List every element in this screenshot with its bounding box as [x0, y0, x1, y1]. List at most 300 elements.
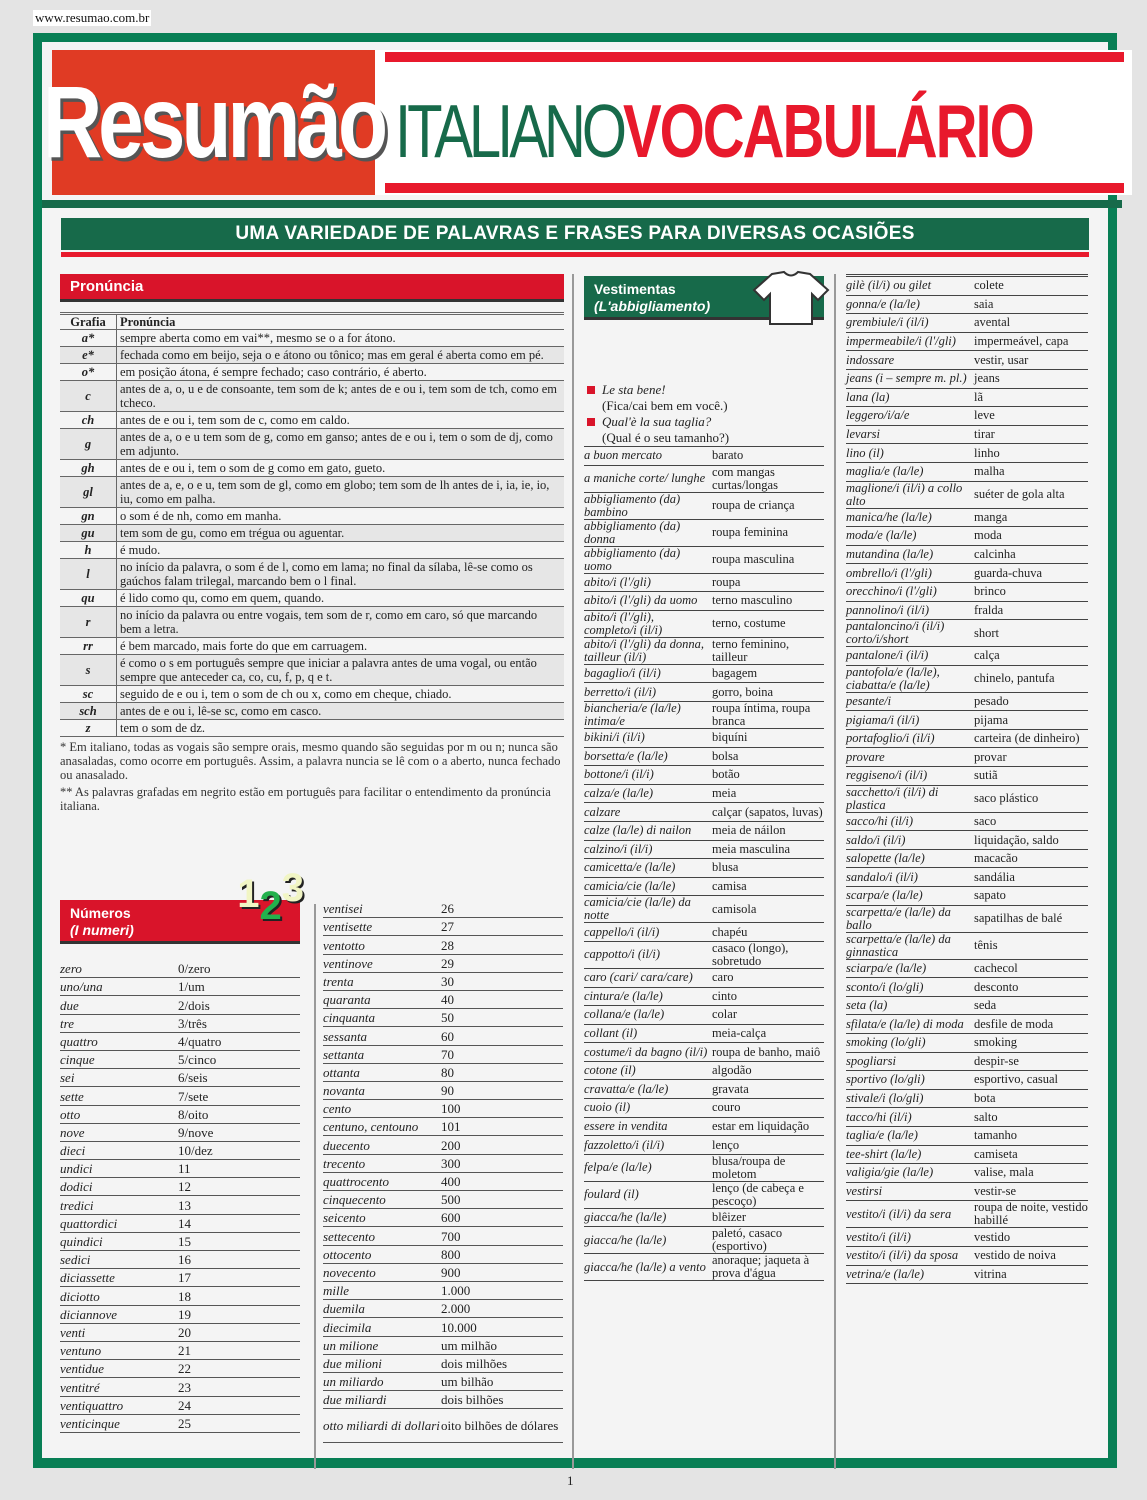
table-row: [60, 381, 564, 412]
italian-term: ottocento: [323, 1246, 372, 1262]
italian-term: pesante/i: [846, 693, 892, 708]
column-divider: [572, 274, 574, 1469]
italian-term: sandalo/i (il/i): [846, 869, 918, 884]
portuguese-translation: lenço: [712, 1137, 740, 1152]
table-row: [60, 412, 564, 429]
portuguese-translation: 700: [441, 1228, 461, 1244]
section-subtitle: (I numeri): [70, 922, 134, 938]
list-item: [846, 583, 1088, 602]
portuguese-translation: 5/cinco: [178, 1052, 217, 1068]
pronuncia-cell: é bem marcado, mais forte do que em carruagem.: [120, 639, 368, 653]
list-item: [846, 831, 1088, 850]
portuguese-translation: sapatilhas de balé: [974, 911, 1063, 926]
list-item: [584, 683, 824, 702]
portuguese-translation: 400: [441, 1174, 461, 1189]
grafia-cell: e*: [60, 347, 117, 363]
list-item: [60, 978, 300, 996]
bullet-icon: [587, 418, 595, 426]
portuguese-translation: bolsa: [712, 748, 739, 763]
italian-term: otto: [60, 1106, 81, 1122]
list-item: [584, 665, 824, 684]
portuguese-translation: 900: [441, 1264, 461, 1280]
pronuncia-cell: é como o s em português sempre que iniciar a palavra antes de uma vogal, ou então sempre que anteceder ca, co, cu, f, p, q e t.: [120, 656, 537, 684]
list-item: [60, 1178, 300, 1196]
list-item: [323, 955, 563, 973]
italian-term: mille: [323, 1283, 349, 1299]
pronuncia-cell: tem o som de dz.: [120, 721, 206, 735]
grafia-cell: z: [60, 720, 117, 736]
portuguese-translation: caro: [712, 970, 734, 985]
italian-term: cinque: [60, 1052, 95, 1068]
italian-term: seicento: [323, 1210, 366, 1226]
list-item: [60, 1397, 300, 1415]
tshirt-icon: [752, 270, 830, 326]
brand-box: [42, 50, 385, 195]
list-item: [846, 482, 1088, 509]
list-item: [846, 509, 1088, 528]
italian-term: indossare: [846, 352, 895, 367]
list-item: [60, 1015, 300, 1033]
portuguese-translation: 30: [441, 973, 454, 989]
portuguese-translation: linho: [974, 445, 1000, 460]
list-item: [584, 878, 824, 897]
portuguese-translation: carteira (de dinheiro): [974, 731, 1080, 746]
portuguese-translation: terno masculino: [712, 593, 793, 608]
italian-term: ventidue: [60, 1361, 105, 1377]
portuguese-translation: salto: [974, 1109, 998, 1124]
italian-term: scarpa/e (la/le): [846, 888, 923, 903]
italian-term: borsetta/e (la/le): [584, 748, 668, 763]
list-item: [323, 1409, 563, 1443]
grafia-cell: r: [60, 607, 117, 637]
footnote: * Em italiano, todas as vogais são sempre orais, mesmo quando são seguidas por m ou n; nunca são anasaladas, como ocorre em português. Assim, a palavra nuncia se lê com o a aberto, nunca fechado ou anasalado.: [60, 740, 561, 782]
italian-term: sciarpa/e (la/le): [846, 960, 927, 975]
portuguese-translation: cachecol: [974, 960, 1018, 975]
portuguese-translation: pijama: [974, 712, 1009, 727]
list-item: [846, 813, 1088, 832]
portuguese-translation: vestido de noiva: [974, 1248, 1056, 1263]
portuguese-translation: avental: [974, 315, 1011, 330]
list-item: [846, 933, 1088, 960]
italian-term: giacca/he (la/le) a vento: [584, 1259, 706, 1274]
italian-term: due: [60, 997, 79, 1013]
italian-term: trecento: [323, 1155, 366, 1171]
italian-term: settanta: [323, 1046, 365, 1062]
portuguese-translation: chapéu: [712, 924, 748, 939]
list-item: [846, 407, 1088, 426]
italian-term: pannolino/i (il/i): [846, 602, 929, 617]
portuguese-translation: leve: [974, 408, 995, 423]
table-row: [60, 330, 564, 347]
section-header-vestimentas: [584, 276, 824, 320]
portuguese-translation: blusa/roupa de moletom: [712, 1153, 786, 1181]
list-item: [584, 702, 824, 729]
italian-term: pantaloncino/i (il/i) corto/i/short: [846, 619, 945, 647]
portuguese-translation: 26: [441, 901, 454, 917]
list-item: [323, 991, 563, 1009]
list-item: [584, 859, 824, 878]
red-divider: [61, 252, 1089, 257]
italian-term: centuno, centouno: [323, 1119, 419, 1135]
list-item: [584, 1209, 824, 1228]
italian-term: zero: [60, 961, 82, 977]
list-item: [60, 1378, 300, 1396]
portuguese-translation: liquidação, saldo: [974, 832, 1059, 847]
portuguese-translation: roupa de banho, maiô: [712, 1044, 821, 1059]
title-box: [385, 50, 1124, 195]
list-item: [60, 1215, 300, 1233]
portuguese-translation: 6/seis: [178, 1070, 208, 1086]
list-item: [846, 1108, 1088, 1127]
italian-term: ventinove: [323, 955, 373, 971]
section-title: Vestimentas: [594, 281, 676, 297]
portuguese-translation: 60: [441, 1028, 454, 1044]
portuguese-translation: 27: [441, 919, 454, 935]
italian-term: ventotto: [323, 937, 365, 953]
italian-term: levarsi: [846, 427, 881, 442]
list-item: [323, 1264, 563, 1282]
list-item: [584, 547, 824, 574]
list-item: [846, 1266, 1088, 1285]
italian-term: abito/i (l'/gli), completo/i (il/i): [584, 609, 663, 637]
list-item: [846, 1127, 1088, 1146]
portuguese-translation: esportivo, casual: [974, 1072, 1059, 1087]
italian-term: otto miliardi di dollari: [323, 1417, 440, 1433]
list-item: [323, 1118, 563, 1136]
list-item: [60, 1269, 300, 1287]
list-item: [846, 277, 1088, 296]
grafia-cell: c: [60, 381, 117, 411]
green-divider: [42, 200, 1122, 208]
italian-term: abbigliamento (da) uomo: [584, 545, 681, 573]
italian-term: tredici: [60, 1197, 94, 1213]
list-item: [60, 1160, 300, 1178]
italian-term: abito/i (l'/gli): [584, 574, 651, 589]
pronuncia-cell: antes de e ou i, tem som de c, como em caldo.: [120, 413, 350, 427]
portuguese-translation: 101: [441, 1119, 461, 1135]
italian-term: sportivo (lo/gli): [846, 1072, 925, 1087]
list-item: [60, 1124, 300, 1142]
table-row: [60, 477, 564, 508]
portuguese-translation: roupa de criança: [712, 498, 795, 513]
numbers-123-icon: 123: [237, 866, 304, 928]
list-item: [584, 1227, 824, 1254]
italian-term: ventisei: [323, 901, 363, 917]
pronunciation-rows: [60, 330, 564, 737]
italian-term: calza/e (la/le): [584, 786, 654, 801]
italian-term: seta (la): [846, 998, 888, 1013]
italian-term: quattrocento: [323, 1174, 389, 1189]
portuguese-translation: oito bilhões de dólares: [441, 1417, 559, 1433]
portuguese-translation: 15: [178, 1234, 191, 1249]
list-item: [60, 1306, 300, 1324]
portuguese-translation: terno feminino, tailleur: [712, 636, 790, 664]
pronuncia-cell: sempre aberta como em vai**, mesmo se o a for átono.: [120, 331, 396, 345]
portuguese-translation: jeans: [974, 371, 1000, 386]
list-item: [846, 370, 1088, 389]
italian-term: ventitré: [60, 1379, 100, 1395]
phrase-item: [587, 414, 827, 446]
grafia-cell: h: [60, 542, 117, 558]
italian-term: quattordici: [60, 1215, 118, 1231]
italian-term: abito/i (l'/gli) da donna, tailleur (il/i): [584, 636, 705, 664]
portuguese-translation: lenço (de cabeça e pescoço): [712, 1180, 804, 1208]
portuguese-translation: camiseta: [974, 1146, 1018, 1161]
section-subtitle: (L'abbigliamento): [594, 298, 711, 314]
list-item: [584, 923, 824, 942]
phrases-list: [587, 382, 827, 446]
list-item: [846, 666, 1088, 693]
portuguese-translation: 500: [441, 1192, 461, 1208]
numbers-list-2: [323, 900, 563, 1443]
italian-term: pantalone/i (il/i): [846, 648, 929, 663]
list-item: [584, 1043, 824, 1062]
list-item: [584, 1006, 824, 1025]
portuguese-translation: roupa íntima, roupa branca: [712, 700, 811, 728]
pronuncia-cell: antes de a, o e u tem som de g, como em ganso; antes de e ou i, tem o som de dj, como em adjunto.: [120, 430, 553, 458]
list-item: [323, 918, 563, 936]
list-item: [846, 444, 1088, 463]
list-item: [846, 1228, 1088, 1247]
portuguese-translation: roupa masculina: [712, 552, 795, 567]
list-item: [323, 1136, 563, 1154]
italian-term: lino (il): [846, 445, 884, 460]
portuguese-translation: 2/dois: [178, 997, 210, 1013]
list-item: [323, 1064, 563, 1082]
italian-term: bagaglio/i (il/i): [584, 666, 661, 681]
italian-term: cintura/e (la/le): [584, 988, 663, 1003]
portuguese-translation: calça: [974, 648, 1000, 663]
italian-term: cento: [323, 1101, 352, 1117]
italian-term: giacca/he (la/le): [584, 1232, 667, 1247]
list-item: [584, 1136, 824, 1155]
list-item: [846, 730, 1088, 749]
portuguese-translation: 14: [178, 1215, 191, 1231]
list-item: [584, 896, 824, 923]
portuguese-translation: manga: [974, 509, 1008, 524]
list-item: [846, 602, 1088, 621]
portuguese-translation: roupa de noite, vestido habillé: [974, 1200, 1088, 1228]
list-item: [60, 1415, 300, 1433]
italian-term: novecento: [323, 1264, 376, 1280]
pronuncia-cell: o som é de nh, como em manha.: [120, 509, 282, 523]
list-item: [584, 942, 824, 969]
pronuncia-cell: no início da palavra ou entre vogais, tem som de r, como em caro, só que marcando bem a letra.: [120, 608, 538, 636]
grafia-cell: rr: [60, 638, 117, 654]
list-item: [60, 1051, 300, 1069]
portuguese-translation: 10.000: [441, 1319, 477, 1335]
section-title: Números: [70, 905, 131, 921]
italian-term: cinquecento: [323, 1192, 386, 1208]
italian-term: scarpetta/e (la/le) da ginnastica: [846, 931, 951, 959]
list-item: [60, 996, 300, 1014]
portuguese-translation: camisola: [712, 901, 757, 916]
grafia-cell: o*: [60, 364, 117, 380]
italian-term: venti: [60, 1324, 86, 1340]
table-row: [60, 686, 564, 703]
list-item: [846, 314, 1088, 333]
list-item: [323, 1173, 563, 1191]
italian-term: bikini/i (il/i): [584, 730, 645, 745]
list-item: [584, 1182, 824, 1209]
portuguese-translation: colar: [712, 1007, 737, 1022]
portuguese-translation: desconto: [974, 979, 1019, 994]
portuguese-translation: anoraque; jaqueta à prova d'água: [712, 1253, 810, 1281]
italian-term: novanta: [323, 1083, 365, 1099]
sheet-content: [42, 42, 1108, 1458]
table-row: [60, 655, 564, 686]
list-item: [846, 647, 1088, 666]
italian-term: sacchetto/i (il/i) di plastica: [846, 784, 939, 812]
pronuncia-cell: é mudo.: [120, 543, 161, 557]
list-item: [584, 1254, 824, 1281]
list-item: [846, 1164, 1088, 1183]
portuguese-translation: couro: [712, 1100, 741, 1115]
list-item: [846, 546, 1088, 565]
list-item: [584, 638, 824, 665]
italian-term: gonna/e (la/le): [846, 296, 920, 311]
table-row: [60, 638, 564, 655]
portuguese-translation: camisa: [712, 879, 747, 894]
list-item: [846, 1034, 1088, 1053]
grafia-cell: a*: [60, 330, 117, 346]
italian-term: vestito/i (il/i) da sposa: [846, 1248, 959, 1263]
portuguese-translation: meia de náilon: [712, 823, 786, 838]
portuguese-translation: sutiã: [974, 768, 998, 783]
italian-term: saldo/i (il/i): [846, 832, 906, 847]
pronuncia-cell: é lido como qu, como em quem, quando.: [120, 591, 325, 605]
portuguese-translation: 25: [178, 1415, 191, 1431]
portuguese-translation: 200: [441, 1137, 461, 1153]
italian-term: cotone (il): [584, 1063, 636, 1078]
italian-term: scarpetta/e (la/le) da ballo: [846, 904, 951, 932]
grafia-cell: qu: [60, 590, 117, 606]
portuguese-translation: tirar: [974, 427, 995, 442]
portuguese-translation: provar: [974, 749, 1007, 764]
list-item: [584, 1118, 824, 1137]
list-item: [323, 1373, 563, 1391]
list-item: [60, 1360, 300, 1378]
phrase-translation: (Qual é o seu tamanho?): [602, 430, 730, 445]
italian-term: costume/i da bagno (il/i): [584, 1044, 708, 1059]
portuguese-translation: bota: [974, 1091, 996, 1106]
portuguese-translation: 4/quatro: [178, 1033, 222, 1049]
italian-term: fazzoletto/i (il/i): [584, 1137, 665, 1152]
italian-term: tre: [60, 1015, 74, 1031]
list-item: [323, 1246, 563, 1264]
italian-term: manica/he (la/le): [846, 509, 932, 524]
list-item: [846, 426, 1088, 445]
portuguese-translation: 22: [178, 1361, 191, 1377]
portuguese-translation: 7/sete: [178, 1088, 209, 1104]
portuguese-translation: dois bilhões: [441, 1392, 504, 1408]
list-item: [846, 887, 1088, 906]
list-item: [846, 389, 1088, 408]
list-item: [846, 1090, 1088, 1109]
list-item: [846, 620, 1088, 647]
list-item: [846, 351, 1088, 370]
italian-term: vestito/i (il/i) da sera: [846, 1206, 952, 1221]
portuguese-translation: algodão: [712, 1063, 752, 1078]
list-item: [323, 1100, 563, 1118]
portuguese-translation: lã: [974, 389, 984, 404]
list-item: [60, 1087, 300, 1105]
portuguese-translation: meia-calça: [712, 1025, 767, 1040]
italian-term: smoking (lo/gli): [846, 1035, 926, 1050]
phrase-italian: Qual'è la sua taglia?: [602, 414, 712, 429]
italian-term: lana (la): [846, 389, 890, 404]
table-row: [60, 347, 564, 364]
table-row: [60, 590, 564, 607]
italian-term: sacco/hi (il/i): [846, 813, 913, 828]
italian-term: portafoglio/i (il/i): [846, 731, 935, 746]
list-item: [846, 1183, 1088, 1202]
italian-term: ottanta: [323, 1064, 360, 1080]
italian-term: tee-shirt (la/le): [846, 1146, 922, 1161]
italian-term: dieci: [60, 1143, 86, 1159]
list-item: [584, 1080, 824, 1099]
italian-term: duemila: [323, 1301, 365, 1317]
italian-term: abito/i (l'/gli) da uomo: [584, 593, 698, 608]
italian-term: essere in vendita: [584, 1118, 668, 1133]
portuguese-translation: suéter de gola alta: [974, 487, 1065, 502]
portuguese-translation: 600: [441, 1210, 461, 1226]
portuguese-translation: cinto: [712, 988, 737, 1003]
list-item: [584, 592, 824, 611]
list-item: [584, 493, 824, 520]
table-row: [60, 720, 564, 737]
italian-term: orecchino/i (l'/gli): [846, 584, 937, 599]
italian-term: undici: [60, 1161, 93, 1177]
portuguese-translation: calcinha: [974, 547, 1016, 562]
italian-term: calzare: [584, 804, 621, 819]
portuguese-translation: 0/zero: [178, 961, 211, 977]
list-item: [584, 803, 824, 822]
list-item: [846, 868, 1088, 887]
portuguese-translation: tamanho: [974, 1128, 1018, 1143]
list-item: [584, 988, 824, 1007]
portuguese-translation: 1/um: [178, 979, 205, 995]
list-item: [323, 1282, 563, 1300]
list-item: [323, 900, 563, 918]
portuguese-translation: 12: [178, 1179, 191, 1195]
portuguese-translation: 100: [441, 1101, 461, 1117]
title-language: ITALIANO: [395, 89, 623, 174]
list-item: [323, 1027, 563, 1045]
italian-term: stivale/i (lo/gli): [846, 1091, 924, 1106]
list-item: [846, 1071, 1088, 1090]
italian-term: un miliardo: [323, 1374, 384, 1390]
portuguese-translation: tênis: [974, 938, 998, 953]
list-item: [846, 333, 1088, 352]
col-header-grafia: Grafia: [60, 315, 117, 329]
pronuncia-cell: em posição átona, é sempre fechado; caso contrário, é aberto.: [120, 365, 427, 379]
italian-term: uno/una: [60, 979, 103, 995]
list-item: [846, 748, 1088, 767]
subtitle-banner: UMA VARIEDADE DE PALAVRAS E FRASES PARA DIVERSAS OCASIÕES: [61, 218, 1089, 250]
list-item: [846, 906, 1088, 933]
pronuncia-cell: antes de e ou i, tem o som de g como em gato, gueto.: [120, 461, 386, 475]
portuguese-translation: meia masculina: [712, 841, 791, 856]
list-item: [846, 1053, 1088, 1072]
italian-term: calze (la/le) di nailon: [584, 823, 692, 838]
portuguese-translation: vestido: [974, 1229, 1011, 1244]
pronuncia-cell: tem som de gu, como em trégua ou aguentar.: [120, 526, 345, 540]
italian-term: vestirsi: [846, 1184, 883, 1199]
list-item: [584, 1062, 824, 1081]
list-item: [323, 1391, 563, 1409]
portuguese-translation: pesado: [974, 693, 1009, 708]
